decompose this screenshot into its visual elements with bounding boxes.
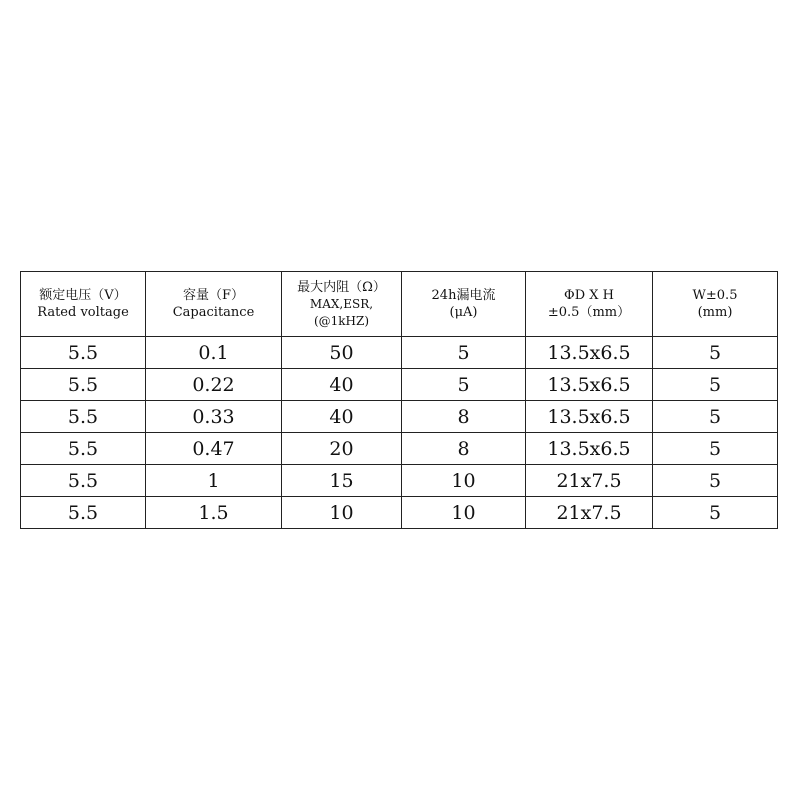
cell-pin-spacing: 5	[653, 497, 778, 529]
cell-dimensions: 13.5x6.5	[526, 433, 653, 465]
cell-capacitance: 0.47	[146, 433, 282, 465]
cell-pin-spacing: 5	[653, 401, 778, 433]
cell-leakage-current: 8	[402, 401, 526, 433]
cell-capacitance: 0.1	[146, 337, 282, 369]
cell-dimensions: 13.5x6.5	[526, 337, 653, 369]
table-row	[21, 401, 778, 433]
cell-dimensions: 21x7.5	[526, 497, 653, 529]
header-line: 容量（F）	[182, 288, 245, 303]
table-row	[21, 497, 778, 529]
cell-pin-spacing: 5	[653, 369, 778, 401]
table-row	[21, 337, 778, 369]
cell-rated-voltage: 5.5	[21, 465, 146, 497]
cell-capacitance: 0.33	[146, 401, 282, 433]
header-capacitance	[146, 272, 282, 337]
table-row	[21, 433, 778, 465]
cell-rated-voltage: 5.5	[21, 497, 146, 529]
header-pin-spacing	[653, 272, 778, 337]
header-line: MAX,ESR,	[309, 296, 374, 311]
header-row	[21, 272, 778, 337]
header-line: 额定电压（V）	[39, 288, 127, 303]
header-line: 24h漏电流	[431, 288, 496, 303]
cell-dimensions: 13.5x6.5	[526, 369, 653, 401]
header-line: (mm)	[697, 305, 733, 320]
table-row	[21, 369, 778, 401]
cell-rated-voltage: 5.5	[21, 401, 146, 433]
cell-pin-spacing: 5	[653, 433, 778, 465]
cell-leakage-current: 10	[402, 465, 526, 497]
cell-leakage-current: 5	[402, 337, 526, 369]
cell-pin-spacing: 5	[653, 337, 778, 369]
cell-capacitance: 1	[146, 465, 282, 497]
header-line: (μA)	[449, 305, 478, 320]
header-leakage-current	[402, 272, 526, 337]
header-dimensions	[526, 272, 653, 337]
cell-capacitance: 1.5	[146, 497, 282, 529]
header-max-esr	[282, 272, 402, 337]
table-row	[21, 465, 778, 497]
capacitor-spec-table	[20, 271, 778, 529]
header-rated-voltage	[21, 272, 146, 337]
cell-capacitance: 0.22	[146, 369, 282, 401]
cell-rated-voltage: 5.5	[21, 433, 146, 465]
cell-pin-spacing: 5	[653, 465, 778, 497]
header-line: ±0.5（mm）	[547, 305, 631, 320]
cell-max-esr: 15	[282, 465, 402, 497]
cell-max-esr: 10	[282, 497, 402, 529]
header-line: Rated voltage	[37, 305, 129, 320]
header-line: Capacitance	[172, 305, 255, 320]
cell-leakage-current: 5	[402, 369, 526, 401]
cell-max-esr: 40	[282, 401, 402, 433]
header-line: W±0.5	[692, 288, 738, 303]
header-line: 最大内阻（Ω）	[297, 279, 386, 295]
cell-max-esr: 20	[282, 433, 402, 465]
header-line: ΦD X H	[564, 288, 614, 303]
cell-max-esr: 40	[282, 369, 402, 401]
cell-dimensions: 13.5x6.5	[526, 401, 653, 433]
header-line: (@1kHZ)	[313, 313, 370, 328]
cell-rated-voltage: 5.5	[21, 369, 146, 401]
cell-leakage-current: 8	[402, 433, 526, 465]
cell-max-esr: 50	[282, 337, 402, 369]
cell-leakage-current: 10	[402, 497, 526, 529]
cell-dimensions: 21x7.5	[526, 465, 653, 497]
cell-rated-voltage: 5.5	[21, 337, 146, 369]
